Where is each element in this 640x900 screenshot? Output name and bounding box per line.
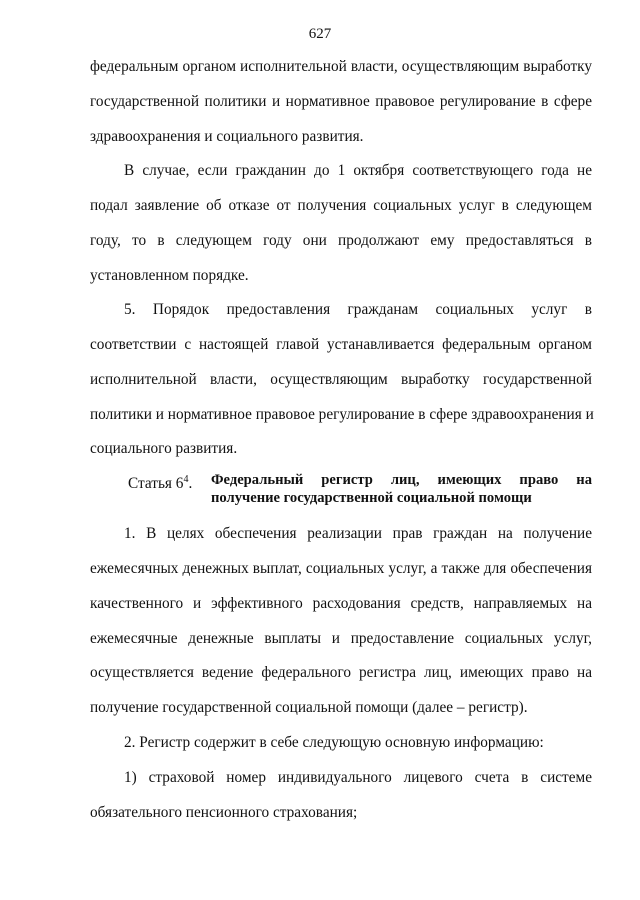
text-line: федеральным органом исполнительной власти, осуществляющим выработку <box>90 58 592 75</box>
text-line: подал заявление об отказе от получения социальных услуг в следующем <box>90 197 592 214</box>
page-number: 627 <box>308 26 332 42</box>
text-line: 1. В целях обеспечения реализации прав граждан на получение <box>124 525 592 542</box>
text-line: установленном порядке. <box>90 267 249 284</box>
text-line: ежемесячных денежных выплат, социальных услуг, а также для обеспечения <box>90 560 592 577</box>
text-line: политики и нормативное правовое регулирование в сфере здравоохранения и <box>90 406 594 423</box>
text-line: осуществляется ведение федерального регистра лиц, имеющих право на <box>90 664 592 681</box>
text-line: социального развития. <box>90 440 238 457</box>
text-line: исполнительной власти, осуществляющим выработку государственной <box>90 371 592 388</box>
text-line: году, то в следующем году они продолжают ему предоставляться в <box>90 232 592 249</box>
article-title-line: получение государственной социальной помощи <box>211 490 532 506</box>
article-title-line: Федеральный регистр лиц, имеющих право на <box>211 472 592 488</box>
text-line: 5. Порядок предоставления гражданам социальных услуг в <box>124 301 592 318</box>
text-line: соответствии с настоящей главой устанавливается федеральным органом <box>90 336 592 353</box>
text-line: здравоохранения и социального развития. <box>90 128 364 145</box>
article-label <box>128 471 192 493</box>
text-line: качественного и эффективного расходования средств, направляемых на <box>90 595 592 612</box>
text-line: государственной политики и нормативное правовое регулирование в сфере <box>90 93 592 110</box>
text-line: В случае, если гражданин до 1 октября соответствующего года не <box>124 162 592 179</box>
article-label-dot: . <box>188 475 193 492</box>
text-line: 2. Регистр содержит в себе следующую основную информацию: <box>124 734 544 751</box>
article-label-superscript: 4 <box>183 474 189 485</box>
article-label-text: Статья 6 <box>128 475 184 492</box>
text-line: получение государственной социальной помощи (далее – регистр). <box>90 699 528 716</box>
text-line: ежемесячные денежные выплаты и предоставление социальных услуг, <box>90 630 592 647</box>
text-line: 1) страховой номер индивидуального лицевого счета в системе <box>124 769 592 786</box>
text-line: обязательного пенсионного страхования; <box>90 804 358 821</box>
